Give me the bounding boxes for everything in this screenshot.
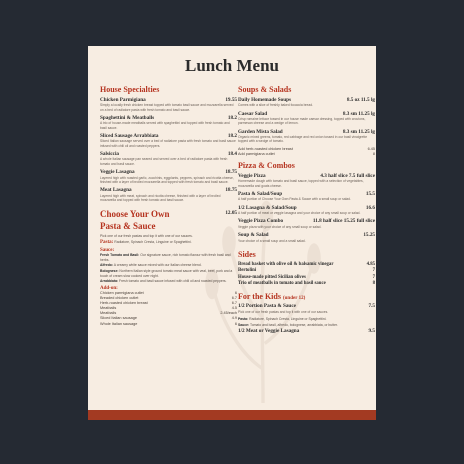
- choose-heading-1: Choose Your Own: [100, 209, 170, 220]
- sauce-name: Arrabbiata:: [100, 279, 119, 284]
- item-name: Meat Lasagna: [100, 187, 132, 194]
- line-price: 7: [372, 274, 375, 280]
- item-name: Salsiccia: [100, 150, 120, 157]
- choose-intro: Pick one of our fresh pastas and top it with one of our sauces.: [100, 233, 193, 238]
- item-name: Chicken Parmigiana: [100, 96, 146, 103]
- line-price: 6: [234, 321, 237, 326]
- item-price: 4.3 half slice 7.5 full slice: [320, 172, 375, 179]
- sauce-name: Fresh Tomato and Basil:: [100, 253, 140, 258]
- item-name: Veggie Pizza: [238, 172, 266, 179]
- menu-item: [100, 169, 237, 184]
- choose-heading-row: [100, 210, 237, 234]
- item-description: Layered high with roasted garlic, zucchinis, eggplants, peppers, spinach and ricotta cheese, finished with a layer of broiled mozzarella and topped with fresh tomato and basil sauce.: [100, 175, 234, 184]
- item-name: 1/2 Meat or Veggie Lasagna: [238, 328, 300, 335]
- item-price: 18.2: [227, 132, 237, 139]
- item-description: Organic mixed greens, tomato, red cabbage and red onion tossed in our basil vinaigrette topped with a wedge of tomato.: [238, 135, 368, 144]
- kids-pasta-text: Radiatore, Spinach Cresta, Linguine or Spaghettini.: [249, 317, 327, 322]
- line-name: Herb-roasted chicken breast: [100, 301, 148, 306]
- item-description: Layered high with meat, spinach and ricotta cheese, finished with a layer of broiled mozzarella and topped with fresh tomato and basil sauce.: [100, 193, 221, 202]
- choose-pasta-text: Radiatore, Spinach Cresta, Linguine or Spaghettini.: [114, 239, 192, 244]
- addon-list: [100, 291, 237, 327]
- line-name: Meatballs: [100, 306, 117, 311]
- item-name: 1/2 Lasagna & Salad/Soup: [238, 204, 297, 211]
- menu-item: [238, 173, 375, 188]
- house-list: [100, 97, 237, 202]
- item-price: 19.55: [225, 96, 237, 103]
- sauce-text: Fresh tomato and basil sauce infused with chili oil and roasted peppers.: [119, 279, 227, 284]
- item-description: Sliced Italian sausage served over a bed of radiatore pasta with fresh tomato and basil sauce infused with chili oil and roasted peppers.: [100, 139, 236, 148]
- choose-sauce-label: Sauce:: [100, 248, 115, 254]
- item-description: Simply a locally fresh chicken breast topped with tomato basil sauce and mozzarella served on a bed of radiatore pasta with fresh tomato and basil sauce.: [100, 103, 234, 112]
- line-price: 8: [372, 281, 375, 287]
- pizza-heading: Pizza & Combos: [238, 160, 295, 170]
- menu-item: [238, 97, 375, 108]
- menu-item: [238, 111, 375, 126]
- item-description: A whole Italian sausage pan seared and served over a bed of radiatore pasta with fresh tomato and basil sauce.: [100, 157, 228, 166]
- kids-pasta-line: [238, 317, 375, 322]
- item-price: 11.8 half slice 15.25 full slice: [312, 218, 375, 225]
- kids-heading-text: For the Kids: [238, 291, 281, 301]
- item-description: Pick one of our fresh pastas and top it with one of our sauces.: [238, 309, 329, 314]
- item-name: Daily Homemade Soups: [238, 96, 292, 103]
- menu-item: [238, 328, 375, 335]
- item-name: Caesar Salad: [238, 110, 268, 117]
- menu-item: [100, 97, 237, 112]
- line-name: Add parmigiana cutlet: [238, 151, 275, 156]
- item-price: 8.3 sm 11.25 lg: [342, 110, 375, 117]
- line-name: Chicken parmigiana cutlet: [100, 290, 144, 295]
- kids-sauce-text: Tomato and basil, alfredo, bolognese, arrabbiata, or butter.: [250, 322, 338, 327]
- right-column: [238, 86, 375, 338]
- item-description: A half portion of Choose Your Own Pasta & Sauce with a small soup or salad.: [238, 197, 351, 202]
- item-name: Sliced Sausage Arrabbiata: [100, 132, 159, 139]
- line-name: Whole Italian sausage: [100, 321, 138, 326]
- item-name: Spaghettini & Meatballs: [100, 114, 155, 121]
- menu-item-row: [238, 328, 375, 335]
- soup-list: [238, 97, 375, 144]
- sauce-name: Bolognese:: [100, 269, 119, 274]
- footer-band: [88, 410, 376, 420]
- line-price: 8: [372, 151, 375, 156]
- menu-item: [238, 129, 375, 144]
- soups-heading: Soups & Salads: [238, 85, 292, 94]
- line-name: Sliced Italian sausage: [100, 316, 137, 321]
- item-price: 18.75: [225, 169, 237, 176]
- item-description: Veggie pizza with your choice of any small soup or salad.: [238, 224, 322, 229]
- soup-extras: [238, 147, 375, 157]
- pizza-list: [238, 173, 375, 243]
- line-price: 6.7: [231, 301, 237, 306]
- item-price: 16.6: [365, 204, 375, 211]
- line-name: Bread basket with olive oil & balsamic vinegar: [238, 261, 334, 267]
- sauce-entry: [100, 253, 237, 262]
- item-name: Soup & Salad: [238, 232, 269, 239]
- sauce-entry: [100, 269, 237, 278]
- line-price: 6.7: [231, 295, 237, 300]
- line-name: Add herb-roasted chicken breast: [238, 146, 293, 151]
- line-price: 2.45/each: [220, 311, 237, 316]
- line-name: House-made pitted Sicilian olives: [238, 274, 306, 280]
- item-price: 18.2: [227, 114, 237, 121]
- item-price: 18.4: [227, 150, 237, 157]
- kids-pasta-label: Pasta:: [238, 317, 249, 322]
- menu-item: [238, 205, 375, 216]
- menu-sheet: [88, 46, 376, 420]
- item-price: 8.5 oz 11.5 lg: [346, 96, 375, 103]
- item-price: 15.25: [363, 232, 375, 239]
- kids-list: [238, 303, 375, 334]
- sauce-text: Our signature sauce, rich tomato flavour with fresh basil and herbs.: [100, 253, 231, 262]
- sides-list: [238, 262, 375, 288]
- item-description: A trio of house-made meatballs served with spaghettini and topped with fresh tomato and basil sauce.: [100, 121, 230, 130]
- item-description: Comes with a slice of freshly baked focaccia bread.: [238, 103, 313, 108]
- item-description: Homemade dough with tomato and basil sauce, topped with a selection of vegetables, mozzarella and goats cheese.: [238, 179, 364, 188]
- choose-pasta-label: Pasta:: [100, 239, 114, 245]
- kids-heading-note: (under 12): [282, 295, 306, 301]
- line-price: 7: [372, 268, 375, 274]
- line-price: 6: [234, 290, 237, 295]
- choose-price: 12.05: [225, 210, 237, 217]
- item-name: 1/2 Portion Pasta & Sauce: [238, 303, 296, 310]
- sauce-list: [100, 253, 237, 284]
- kids-sauce-label: Sauce:: [238, 322, 250, 327]
- item-name: Garden Mista Salad: [238, 128, 283, 135]
- menu-item: [100, 187, 237, 202]
- line-name: Meatballs: [100, 311, 117, 316]
- item-description: A half portion of meat or veggie lasagna and your choice of any small soup or salad.: [238, 211, 361, 216]
- kids-heading: [238, 293, 375, 302]
- item-price: 7.5: [368, 303, 375, 310]
- item-description: Your choice of a small soup and a small salad.: [238, 238, 306, 243]
- item-price: 18.75: [225, 187, 237, 194]
- line-price: 4.5: [231, 306, 237, 311]
- menu-item: [238, 191, 375, 202]
- line-price: 4.85: [366, 261, 375, 267]
- sides-heading: Sides: [238, 249, 256, 259]
- line-name: Bertolini: [238, 268, 257, 274]
- item-name: Veggie Lasagna: [100, 169, 135, 176]
- line-price: 4.9: [231, 316, 237, 321]
- sauce-entry: [100, 279, 237, 284]
- sauce-text: Northern Italian style ground tomato meat sauce with veal, beef, pork and a touch of cream slow cooked over night.: [100, 269, 233, 278]
- addons-label: Add-on:: [100, 285, 118, 291]
- line-name: Breaded chicken cutlet: [100, 295, 139, 300]
- menu-item: [238, 232, 375, 243]
- left-column: [100, 86, 237, 327]
- item-price: 9.5: [368, 328, 375, 335]
- kids-sauce-line: [238, 323, 375, 328]
- choose-heading-2: Pasta & Sauce: [100, 221, 156, 232]
- menu-item: [100, 115, 237, 130]
- menu-item: [100, 133, 237, 148]
- item-name: Pasta & Salad/Soup: [238, 190, 283, 197]
- choose-pasta-line: [100, 240, 237, 247]
- item-price: 8.3 sm 11.25 lg: [342, 128, 375, 135]
- sauce-text: A creamy white sauce mixed with our Italian cheese blend.: [113, 263, 202, 268]
- page-title: Lunch Menu: [185, 56, 279, 75]
- menu-item: [100, 151, 237, 166]
- menu-item: [238, 218, 375, 229]
- item-description: Crisp romaine lettuce tossed in our house made caesar dressing, topped with croutons, parmesan cheese and a wedge of lemon.: [238, 117, 366, 126]
- house-heading: House Specialties: [100, 85, 160, 94]
- line-price: 6.45: [367, 146, 375, 151]
- menu-item: [238, 303, 375, 314]
- sauce-entry: [100, 263, 237, 268]
- sauce-name: Alfredo:: [100, 263, 113, 268]
- item-name: Veggie Pizza Combo: [238, 218, 284, 225]
- line-name: Trio of meatballs in tomato and basil sauce: [238, 281, 326, 287]
- item-price: 15.5: [365, 190, 375, 197]
- menu-line: [100, 322, 237, 327]
